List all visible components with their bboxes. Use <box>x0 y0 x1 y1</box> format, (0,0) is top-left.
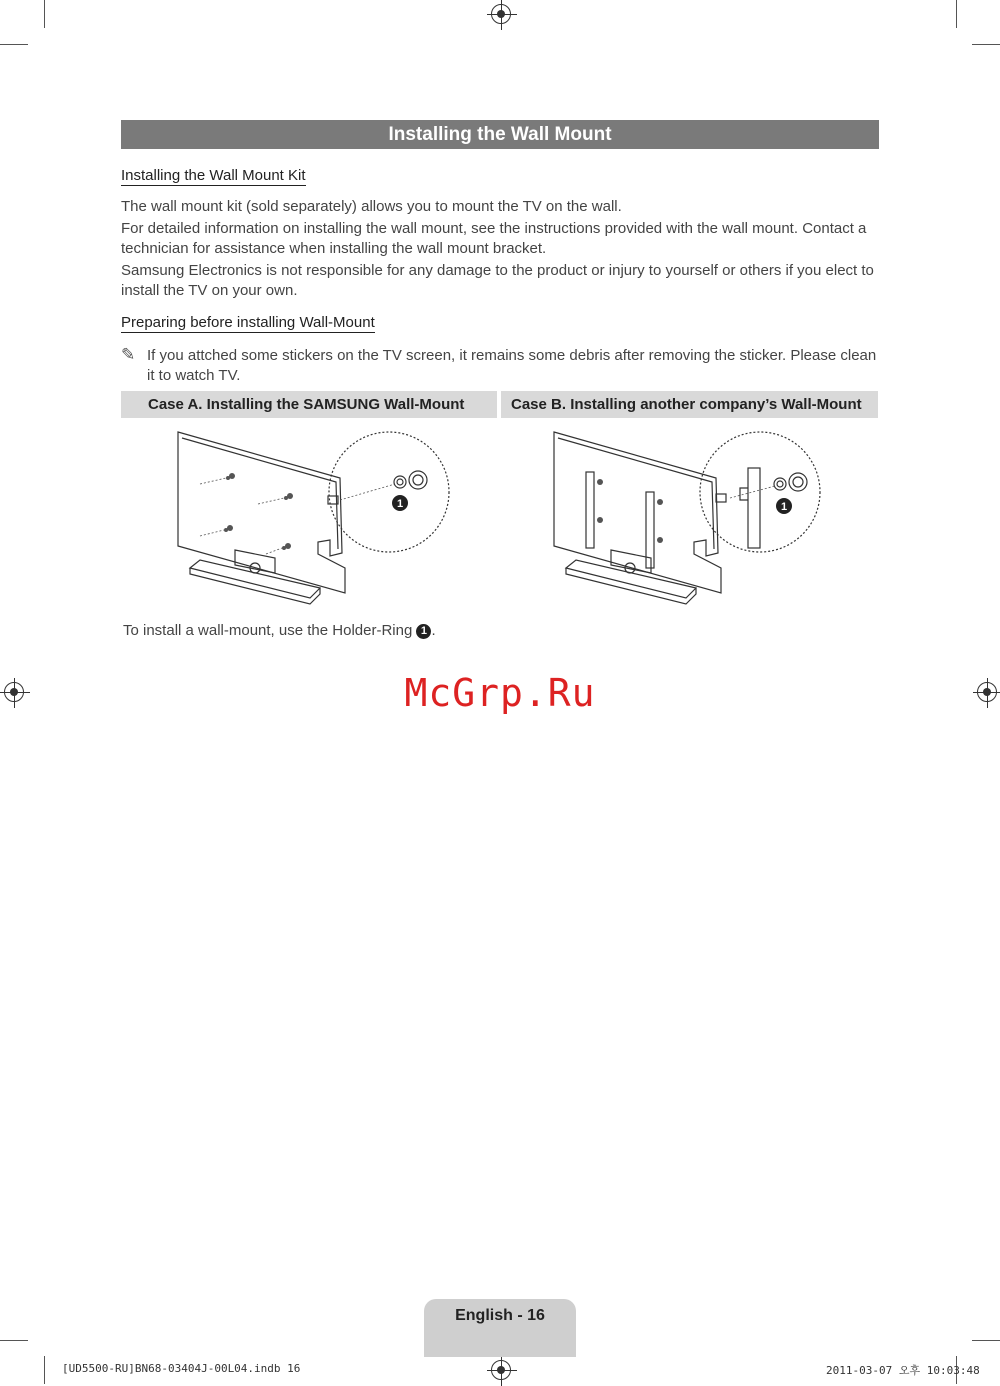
case-a-header: Case A. Installing the SAMSUNG Wall-Mount <box>121 391 497 418</box>
paragraph: For detailed information on installing the wall mount, see the instructions provided with the wall mount. Contact a technician for assistance when installing the wall mount bracket. <box>121 220 867 257</box>
paragraph: Samsung Electronics is not responsible for any damage to the product or injury to yourself or others if you elect to install the TV on your own. <box>121 262 874 299</box>
callout-number: 1 <box>396 498 404 510</box>
holder-ring-text: To install a wall-mount, use the Holder-Ring <box>123 622 413 639</box>
section-heading <box>121 167 306 185</box>
callout-number: 1 <box>780 501 788 513</box>
section-heading <box>121 314 375 332</box>
trim-mark <box>44 0 45 28</box>
trim-mark <box>0 1340 28 1341</box>
note-text: If you attched some stickers on the TV screen, it remains some debris after removing the sticker. Please clean it to watch TV. <box>147 347 877 384</box>
holder-ring-period: . <box>431 622 436 639</box>
registration-mark-icon <box>491 1360 511 1380</box>
watermark: McGrp.Ru <box>404 671 596 715</box>
paragraph: The wall mount kit (sold separately) allows you to mount the TV on the wall. <box>121 198 622 215</box>
trim-mark <box>972 44 1000 45</box>
footer-file-info: [UD5500-RU]BN68-03404J-00L04.indb 16 <box>62 1362 301 1375</box>
section-heading-text: Preparing before installing Wall-Mount <box>121 314 375 331</box>
case-b-header: Case B. Installing another company’s Wall-Mount <box>501 391 878 418</box>
case-b-illustration <box>550 428 830 613</box>
trim-mark <box>0 44 28 45</box>
trim-mark <box>44 1356 45 1384</box>
page-number: English - 16 <box>424 1299 576 1357</box>
section-heading-text: Installing the Wall Mount Kit <box>121 167 306 184</box>
footer-timestamp: 2011-03-07 오후 10:03:48 <box>826 1364 980 1377</box>
trim-mark <box>956 0 957 28</box>
registration-mark-icon <box>491 4 511 24</box>
case-a-illustration <box>170 428 450 613</box>
callout-number-badge: 1 <box>416 624 431 639</box>
page-title: Installing the Wall Mount <box>121 120 879 149</box>
trim-mark <box>972 1340 1000 1341</box>
note-icon: ✎ <box>121 345 136 364</box>
holder-ring-instruction <box>123 622 436 639</box>
